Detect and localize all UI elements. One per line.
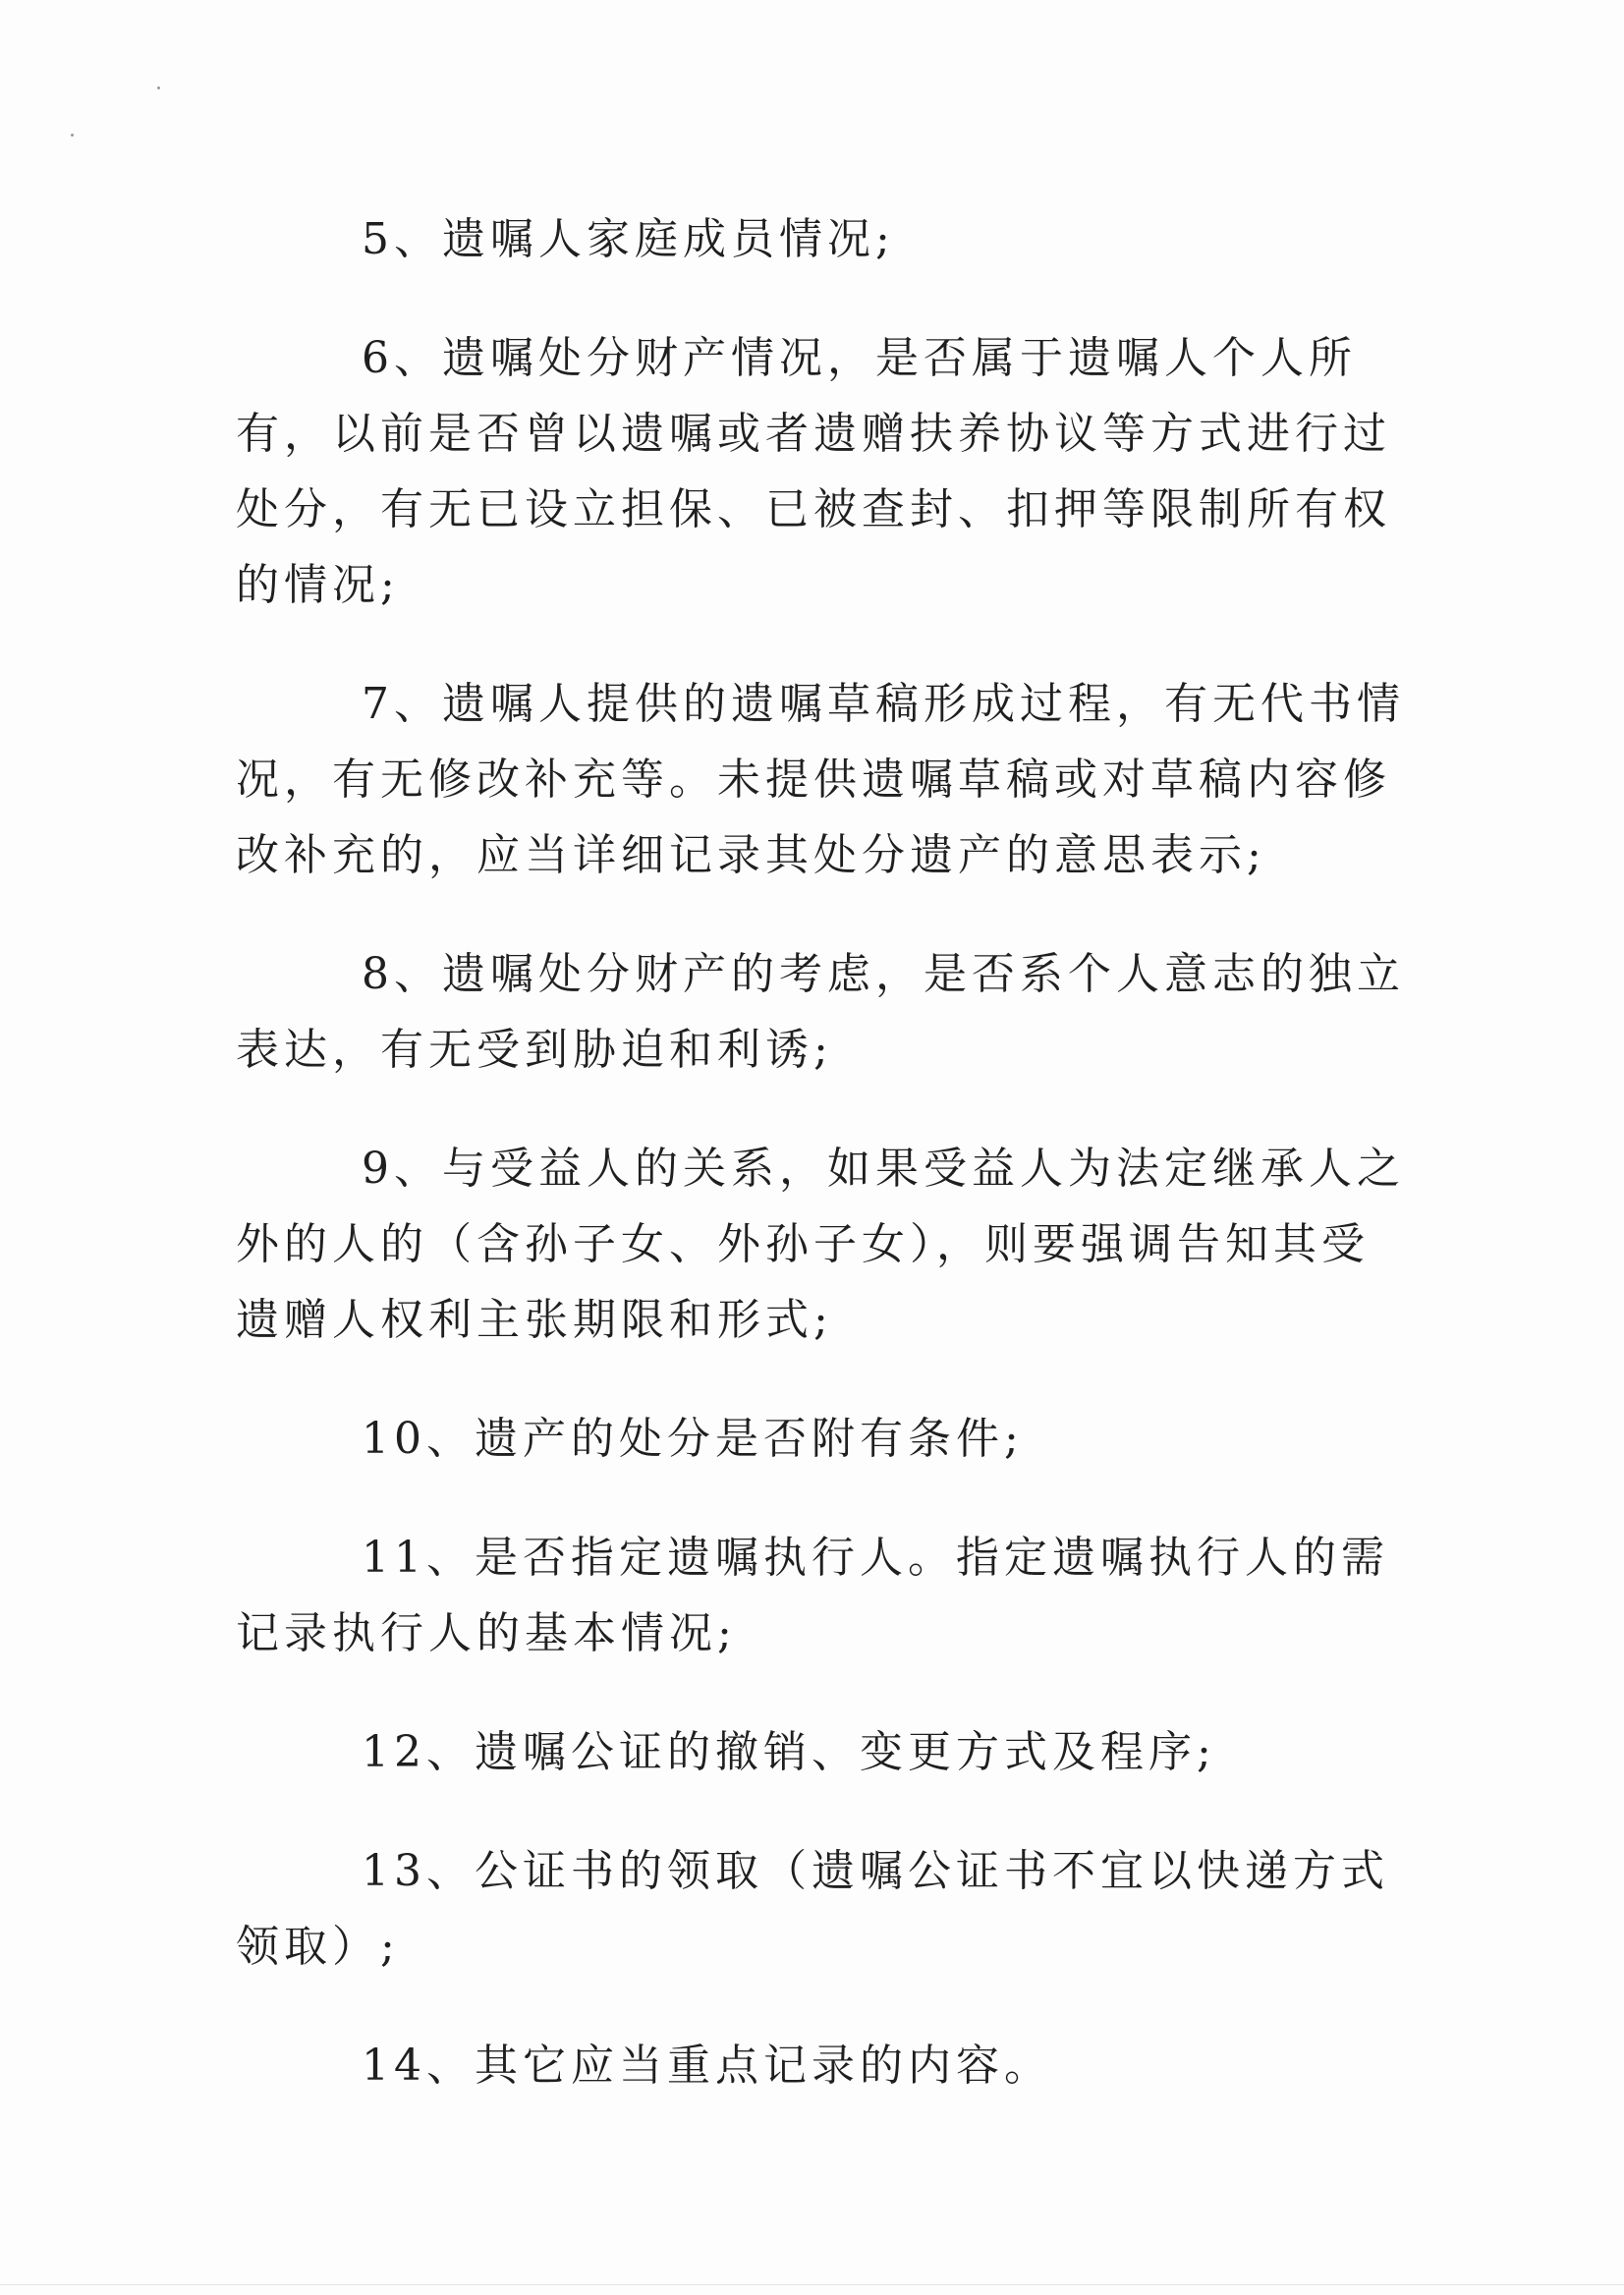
paragraph-item-8: 8、遗嘱处分财产的考虑，是否系个人意志的独立表达，有无受到胁迫和利诱; [236,949,1405,1075]
paragraph-item-5: 5、遗嘱人家庭成员情况; [362,214,895,264]
scan-edge-line [0,2284,1624,2285]
scan-speck [157,86,160,89]
paragraph-item-10: 10、遗产的处分是否附有条件; [362,1414,1024,1464]
paragraph-item-6: 6、遗嘱处分财产情况，是否属于遗嘱人个人所有，以前是否曾以遗嘱或者遗赠扶养协议等方式进行过处分，有无已设立担保、已被查封、扣押等限制所有权的情况; [236,333,1391,610]
scan-speck [71,134,74,137]
paragraph-item-11: 11、是否指定遗嘱执行人。指定遗嘱执行人的需记录执行人的基本情况; [236,1533,1389,1658]
paragraph-item-9: 9、与受益人的关系，如果受益人为法定继承人之外的人的（含孙子女、外孙子女），则要强调告知其受遗赠人权利主张期限和形式; [236,1144,1405,1345]
paragraph-item-13: 13、公证书的领取（遗嘱公证书不宜以快递方式领取）; [236,1846,1389,1972]
document-body [236,201,1405,2103]
paragraph-item-14: 14、其它应当重点记录的内容。 [362,2041,1052,2091]
paragraph-item-12: 12、遗嘱公证的撤销、变更方式及程序; [362,1727,1216,1777]
paragraph-item-7: 7、遗嘱人提供的遗嘱草稿形成过程，有无代书情况，有无修改补充等。未提供遗嘱草稿或对草稿内容修改补充的，应当详细记录其处分遗产的意思表示; [236,679,1405,880]
